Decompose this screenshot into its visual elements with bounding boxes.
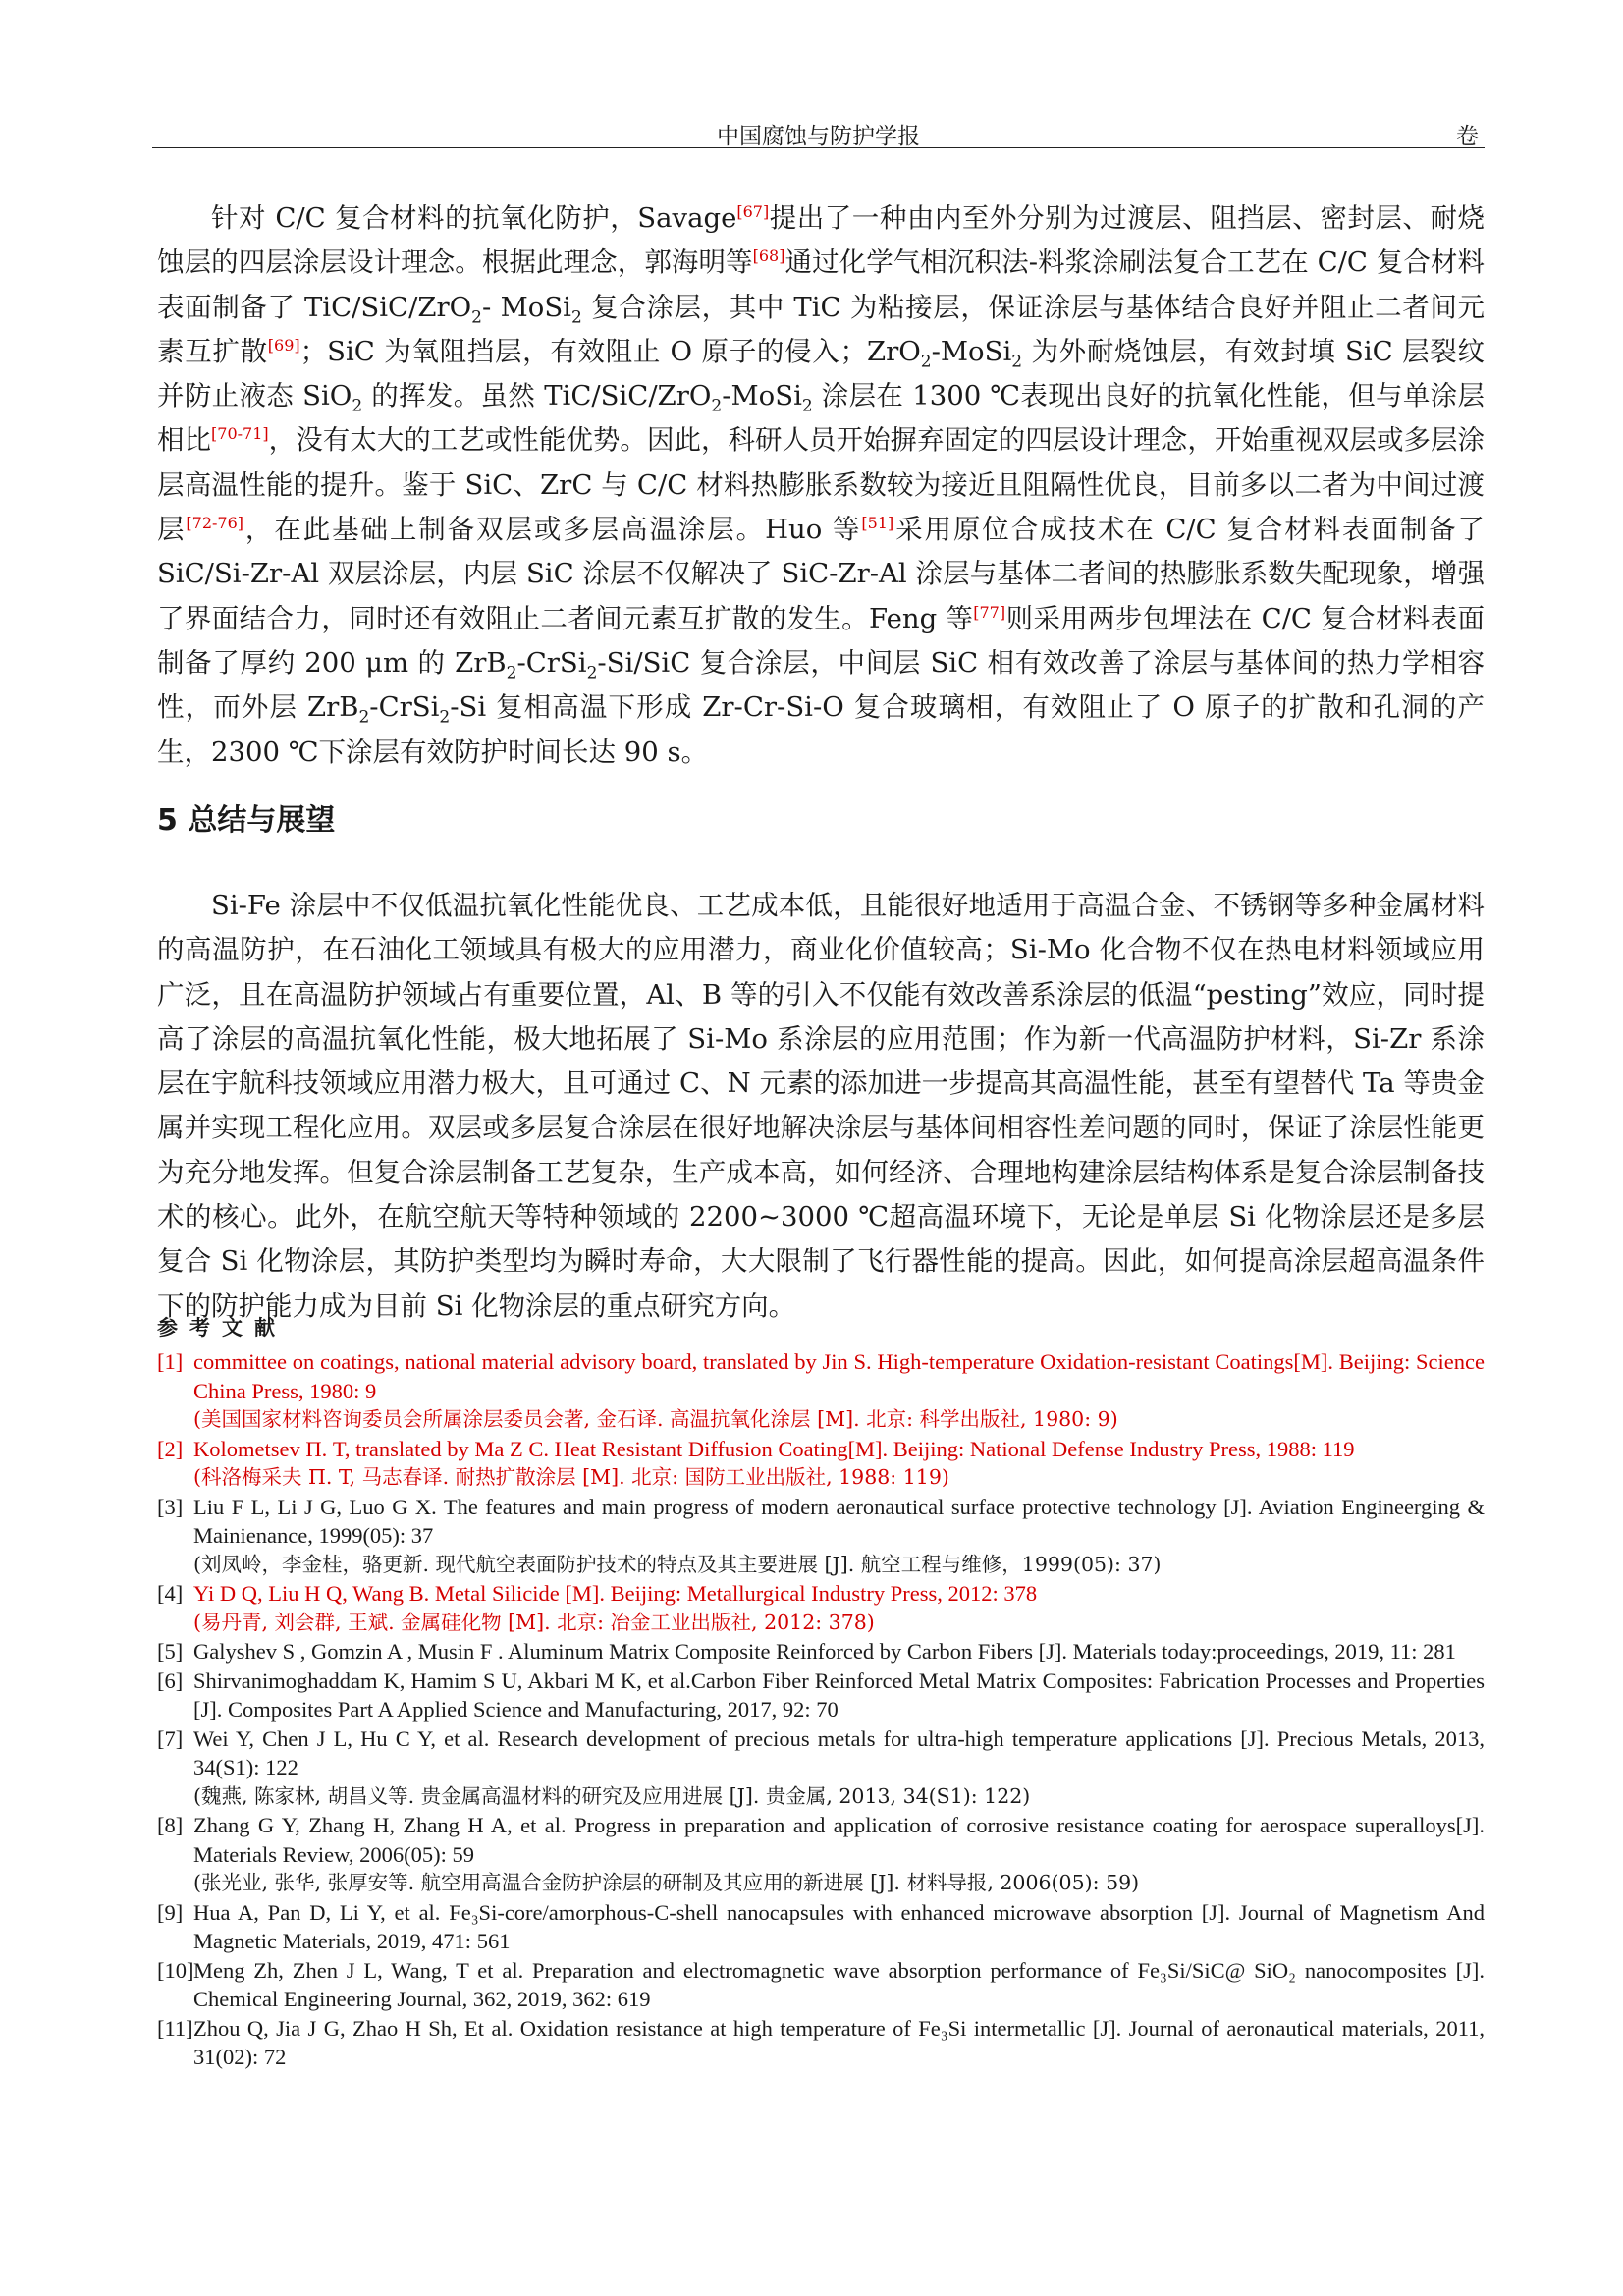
citation[interactable]: [72-76] bbox=[186, 513, 244, 532]
citation[interactable]: [77] bbox=[973, 602, 1006, 622]
journal-title: 中国腐蚀与防护学报 bbox=[717, 124, 920, 149]
reference-item: [7] Wei Y, Chen J L, Hu C Y, et al. Research development of precious metals for ultra-high temperature applications [J]. Precious Metals, 2013, 34(S1): 122 (魏燕, 陈家林, 胡昌义等. 贵金属高温材料的研究及应用进展 [J]. 贵金属, 2013, 34(S1): 122) bbox=[157, 1725, 1485, 1808]
reference-item: [3] Liu F L, Li J G, Luo G X. The features and main progress of modern aeronautical surface protective technology [J]. Aviation Engineerging & Mainienance, 1999(05): 37 (刘凤岭，李金桂，骆更新. 现代航空表面防护技术的特点及其主要进展 [J]. 航空工程与维修，1999(05): 37) bbox=[157, 1494, 1485, 1576]
reference-item: [11] Zhou Q, Jia J G, Zhao H Sh, Et al. Oxidation resistance at high temperature of Fe₃Si intermetallic [J]. Journal of aeronautical materials, 2011, 31(02): 72 bbox=[157, 2015, 1485, 2069]
citation[interactable]: [68] bbox=[752, 246, 785, 266]
paragraph-summary: Si-Fe 涂层中不仅低温抗氧化性能优良、工艺成本低，且能很好地适用于高温合金、不锈钢等多种金属材料的高温防护，在石油化工领域具有极大的应用潜力，商业化价值较高；Si-Mo 化合物不仅在热电材料领域应用广泛，且在高温防护领域占有重要位置，Al、B 等的引入不仅能有效改善系涂层的低温“pesting”效应，同时提高了涂层的高温抗氧化性能，极大地拓展了 Si-Mo 系涂层的应用范围；作为新一代高温防护材料，Si-Zr 系涂层在宇航科技领域应用潜力极大，且可通过 C、N 元素的添加进一步提高其高温性能，甚至有望替代 Ta 等贵金属并实现工程化应用。双层或多层复合涂层在很好地解决涂层与基体间相容性差问题的同时，保证了涂层性能更为充分地发挥。但复合涂层制备工艺复杂，生产成本高，如何经济、合理地构建涂层结构体系是复合涂层制备技术的核心。此外，在航空航天等特种领域的 2200~3000 ℃超高温环境下，无论是单层 Si 化物涂层还是多层复合 Si 化物涂层，其防护类型均为瞬时寿命，大大限制了飞行器性能的提高。因此，如何提高涂层超高温条件下的防护能力成为目前 Si 化物涂层的重点研究方向。 bbox=[157, 890, 1485, 1322]
reference-item: [9] Hua A, Pan D, Li Y, et al. Fe₃Si-core/amorphous-C-shell nanocapsules with enhanced microwave absorption [J]. Journal of Magnetism And Magnetic Materials, 2019, 471: 561 bbox=[157, 1899, 1485, 1953]
reference-item: [8] Zhang G Y, Zhang H, Zhang H A, et al. Progress in preparation and application of corrosive resistance coating for aerospace superalloys[J]. Materials Review, 2006(05): 59 (张光业, 张华, 张厚安等. 航空用高温合金防护涂层的研制及其应用的新进展 [J]. 材料导报, 2006(05): 59) bbox=[157, 1813, 1485, 1894]
reference-item: [1] committee on coatings, national material advisory board, translated by Jin S. High-temperature Oxidation-resistant Coatings[M]. Beijing: Science China Press, 1980: 9 (美国国家材料咨询委员会所属涂层委员会著, 金石译. 高温抗氧化涂层 [M]. 北京: 科学出版社, 1980: 9) bbox=[157, 1349, 1485, 1431]
reference-item: [6] Shirvanimoghaddam K, Hamim S U, Akbari M K, et al.Carbon Fiber Reinforced Metal Matrix Composites: Fabrication Processes and Properties [J]. Composites Part A Applied Science and Manufacturing, 2017, 92: 70 bbox=[157, 1667, 1485, 1722]
citation[interactable]: [67] bbox=[736, 201, 770, 221]
citation[interactable]: [70-71] bbox=[211, 424, 269, 444]
reference-item: [4] Yi D Q, Liu H Q, Wang B. Metal Silicide [M]. Beijing: Metallurgical Industry Press, 2012: 378 (易丹青, 刘会群, 王斌. 金属硅化物 [M]. 北京: 冶金工业出版社, 2012: 378) bbox=[157, 1581, 1038, 1634]
section-heading: 5 总结与展望 bbox=[157, 803, 336, 838]
paragraph-coatings-design: 针对 C/C 复合材料的抗氧化防护，Savage[67]提出了一种由内至外分别为过渡层、阻挡层、密封层、耐烧蚀层的四层涂层设计理念。根据此理念，郭海明等[68]通过化学气相沉积法-料浆涂刷法复合工艺在 C/C 复合材料表面制备了 TiC/SiC/ZrO$_2$- MoSi$_2$ 复合涂层，其中 TiC 为粘接层，保证涂层与基体结合良好并阻止二者间元素互扩散[69]；SiC 为氧阻挡层，有效阻止 O 原子的侵入；ZrO$_2$-MoSi$_2$ 为外耐烧蚀层，有效封填 SiC 层裂纹并防止液态 SiO$_2$ 的挥发。虽然 TiC/SiC/ZrO$_2$-MoSi$_2$ 涂层在 1300 ℃表现出良好的抗氧化性能，但与单涂层相比[70-71]，没有太大的工艺或性能优势。因此，科研人员开始摒弃固定的四层设计理念，开始重视双层或多层涂层高温性能的提升。鉴于 SiC、ZrC 与 C/C 材料热膨胀系数较为接近且阻隔性优良，目前多以二者为中间过渡层[72-76]，在此基础上制备双层或多层高温涂层。Huo 等[51]采用原位合成技术在 C/C 复合材料表面制备了 SiC/Si-Zr-Al 双层涂层，内层 SiC 涂层不仅解决了 SiC-Zr-Al 涂层与基体二者间的热膨胀系数失配现象，增强了界面结合力，同时还有效阻止二者间元素互扩散的发生。Feng 等[77]则采用两步包埋法在 C/C 复合材料表面制备了厚约 200 μm 的 ZrB$_2$-CrSi$_2$-Si/SiC 复合涂层，中间层 SiC 相有效改善了涂层与基体间的热力学相容性，而外层 ZrB$_2$-CrSi$_2$-Si 复相高温下形成 Zr-Cr-Si-O 复合玻璃相，有效阻止了 O 原子的扩散和孔洞的产生，2300 ℃下涂层有效防护时间长达 90 s。 bbox=[157, 201, 1486, 768]
references-heading: 参考文献 bbox=[157, 1316, 287, 1339]
volume-label: 卷 bbox=[1456, 124, 1479, 149]
reference-item: [5] Galyshev S , Gomzin A , Musin F . Aluminum Matrix Composite Reinforced by Carbon Fibers [J]. Materials today:proceedings, 2019, 11: 281 bbox=[157, 1639, 1456, 1664]
citation[interactable]: [51] bbox=[861, 513, 894, 532]
reference-list bbox=[157, 1347, 1485, 2072]
reference-item: [10] Meng Zh, Zhen J L, Wang, T et al. Preparation and electromagnetic wave absorption performance of Fe₃Si/SiC@ SiO₂ nanocomposites [J]. Chemical Engineering Journal, 362, 2019, 362: 619 bbox=[157, 1957, 1485, 2011]
citation[interactable]: [69] bbox=[267, 335, 300, 355]
reference-item: [2] Kolometsev Π. T, translated by Ma Z C. Heat Resistant Diffusion Coating[M]. Beijing: National Defense Industry Press, 1988: 119 (科洛梅采夫 Π. T, 马志春译. 耐热扩散涂层 [M]. 北京: 国防工业出版社, 1988: 119) bbox=[157, 1436, 1355, 1489]
running-header bbox=[152, 112, 1485, 148]
